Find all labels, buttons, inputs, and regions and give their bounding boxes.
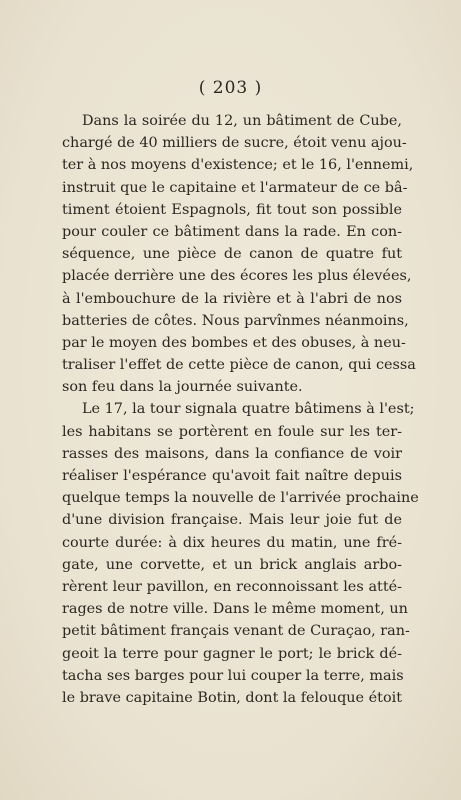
text-line: chargé de 40 milliers de sucre, étoit venu ajou- bbox=[62, 135, 407, 152]
text-line: séquence, une pièce de canon de quatre fut bbox=[62, 246, 402, 263]
text-line: les habitans se portèrent en foule sur les ter- bbox=[62, 423, 402, 440]
text-line: batteries de côtes. Nous parvînmes néanmoins, bbox=[62, 312, 409, 329]
text-line: Dans la soirée du 12, un bâtiment de Cube, bbox=[82, 113, 402, 129]
text-line: réaliser l'espérance qu'avoit fait naître depuis bbox=[62, 468, 402, 484]
text-line: par le moyen des bombes et des obuses, à neu- bbox=[62, 334, 406, 351]
text-line: le brave capitaine Botin, dont la felouque étoit bbox=[62, 689, 402, 706]
body-text bbox=[62, 110, 419, 709]
text-line: pour couler ce bâtiment dans la rade. En con- bbox=[62, 223, 402, 240]
text-line: traliser l'effet de cette pièce de canon, qui cessa bbox=[62, 357, 416, 374]
text-line: placée derrière une des écores les plus élevées, bbox=[62, 268, 412, 285]
text-line: Le 17, la tour signala quatre bâtimens à l'est; bbox=[82, 401, 415, 418]
text-line: rages de notre ville. Dans le même moment, un bbox=[62, 601, 408, 618]
text-line: quelque temps la nouvelle de l'arrivée prochaine bbox=[62, 490, 419, 507]
text-line: petit bâtiment français venant de Curaçao, ran- bbox=[62, 623, 410, 640]
text-line: rèrent leur pavillon, en reconnoissant les atté- bbox=[62, 578, 402, 595]
text-line: à l'embouchure de la rivière et à l'abri de nos bbox=[62, 290, 402, 307]
text-line: son feu dans la journée suivante. bbox=[62, 379, 303, 396]
page-number: ( 203 ) bbox=[198, 78, 263, 98]
text-line: d'une division française. Mais leur joie fut de bbox=[62, 512, 402, 529]
text-line: timent étoient Espagnols, fit tout son possible bbox=[62, 201, 402, 218]
text-line: geoit la terre pour gagner le port; le brick dé- bbox=[62, 645, 402, 662]
text-line: instruit que le capitaine et l'armateur de ce bâ- bbox=[62, 179, 408, 196]
text-line: tacha ses barges pour lui couper la terre, mais bbox=[62, 667, 404, 684]
text-line: rasses des maisons, dans la confiance de voir bbox=[62, 445, 402, 462]
text-line: ter à nos moyens d'existence; et le 16, l'ennemi, bbox=[62, 157, 414, 174]
text-line: gate, une corvette, et un brick anglais arbo- bbox=[62, 556, 402, 573]
text-line: courte durée: à dix heures du matin, une fré- bbox=[62, 534, 402, 551]
